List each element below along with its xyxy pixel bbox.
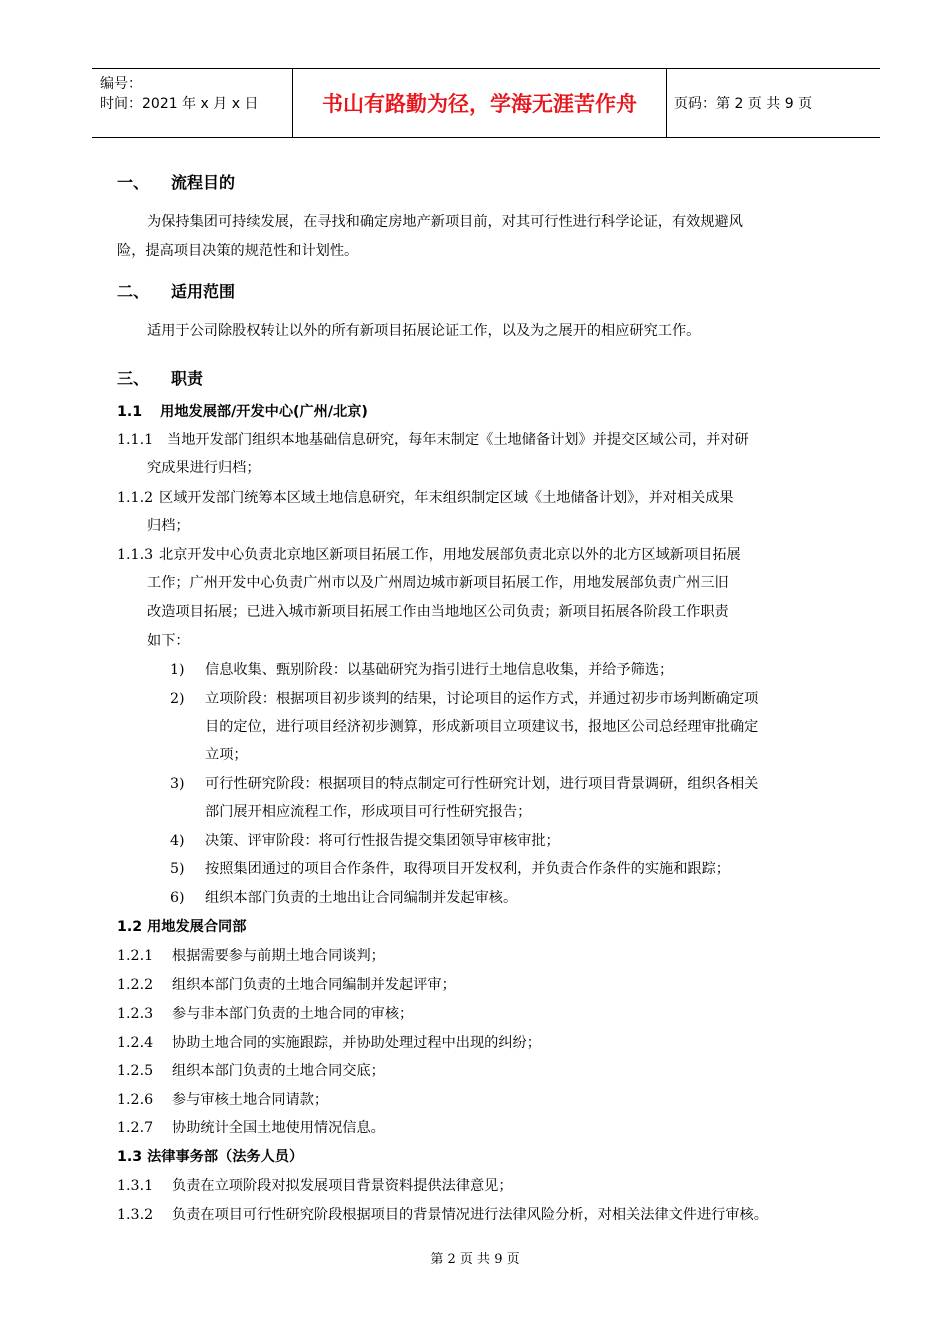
list-item	[170, 659, 673, 679]
item-number: 1)	[170, 662, 185, 678]
item-number: 6)	[170, 890, 185, 906]
item-text: 参与非本部门负责的土地合同的审核；	[172, 1006, 414, 1022]
list-item	[117, 974, 456, 994]
list-item	[170, 773, 758, 793]
paragraph-line: 立项；	[205, 747, 248, 763]
item-number: 1.2.2	[117, 977, 154, 993]
subsection-heading: 1.3 法律事务部（法务人员）	[117, 1149, 304, 1165]
list-item	[117, 1060, 385, 1080]
list-item	[117, 1089, 328, 1109]
item-number: 1.1.1	[117, 432, 154, 448]
section-heading	[117, 279, 235, 302]
list-item	[117, 544, 741, 564]
section-number: 三、	[117, 369, 150, 388]
item-number: 1.3.1	[117, 1178, 154, 1194]
list-item	[117, 487, 734, 507]
paragraph-line: 适用于公司除股权转让以外的所有新项目拓展论证工作，以及为之展开的相应研究工作。	[147, 323, 701, 339]
list-item	[170, 830, 560, 850]
header-meta	[100, 74, 258, 114]
item-number: 1.1.2	[117, 490, 154, 506]
header-page-label: 页码：第 2 页 共 9 页	[674, 96, 813, 112]
item-number: 1.1.3	[117, 547, 154, 563]
section-title: 适用范围	[171, 282, 236, 301]
list-item	[117, 1175, 513, 1195]
item-text: 北京开发中心负责北京地区新项目拓展工作，用地发展部负责北京以外的北方区域新项目拓展	[159, 547, 741, 563]
paragraph-line: 如下：	[147, 633, 190, 649]
section-heading	[117, 366, 203, 389]
header-divider	[666, 69, 667, 137]
subsection-heading	[117, 401, 368, 421]
section-number: 二、	[117, 282, 150, 301]
subsection-title: 用地发展部/开发中心(广州/北京)	[160, 404, 368, 420]
subsection-heading: 1.2 用地发展合同部	[117, 919, 247, 935]
page-header	[92, 68, 880, 138]
item-text: 负责在立项阶段对拟发展项目背景资料提供法律意见；	[172, 1178, 513, 1194]
item-number: 1.2.7	[117, 1120, 154, 1136]
section-heading	[117, 170, 235, 193]
section-title: 流程目的	[171, 173, 236, 192]
paragraph-line: 部门展开相应流程工作，形成项目可行性研究报告；	[205, 804, 532, 820]
item-text: 组织本部门负责的土地合同交底；	[172, 1063, 385, 1079]
paragraph-line: 归档；	[147, 518, 190, 534]
item-text: 区域开发部门统筹本区域土地信息研究，年末组织制定区域《土地储备计划》，并对相关成果	[159, 490, 734, 506]
item-text: 按照集团通过的项目合作条件，取得项目开发权利，并负责合作条件的实施和跟踪；	[205, 861, 730, 877]
section-number: 一、	[117, 173, 150, 192]
item-text: 参与审核土地合同请款；	[172, 1092, 329, 1108]
code-label: 编号：	[100, 76, 142, 92]
item-text: 协助土地合同的实施跟踪，并协助处理过程中出现的纠纷；	[172, 1035, 541, 1051]
paragraph-line: 险，提高项目决策的规范性和计划性。	[117, 243, 359, 259]
item-number: 1.2.3	[117, 1006, 154, 1022]
item-number: 1.2.5	[117, 1063, 154, 1079]
list-item	[170, 887, 517, 907]
page-footer: 第 2 页 共 9 页	[430, 1252, 520, 1267]
item-text: 组织本部门负责的土地出让合同编制并发起审核。	[205, 890, 518, 906]
item-text: 信息收集、甄别阶段：以基础研究为指引进行土地信息收集，并给予筛选；	[205, 662, 674, 678]
item-text: 根据需要参与前期土地合同谈判；	[172, 948, 385, 964]
subsection-number: 1.1	[117, 404, 143, 420]
item-number: 1.3.2	[117, 1207, 154, 1223]
list-item	[170, 858, 730, 878]
item-text: 协助统计全国土地使用情况信息。	[172, 1120, 385, 1136]
paragraph-line: 目的定位，进行项目经济初步测算，形成新项目立项建议书，报地区公司总经理审批确定	[205, 719, 759, 735]
list-item	[117, 1117, 385, 1137]
list-item	[170, 688, 758, 708]
item-number: 3)	[170, 776, 185, 792]
paragraph-line: 为保持集团可持续发展，在寻找和确定房地产新项目前，对其可行性进行科学论证，有效规避风	[147, 214, 743, 230]
section-title: 职责	[171, 369, 204, 388]
item-text: 当地开发部门组织本地基础信息研究，每年末制定《土地储备计划》并提交区域公司，并对研	[167, 432, 749, 448]
item-number: 5)	[170, 861, 185, 877]
item-number: 2)	[170, 691, 185, 707]
paragraph-line: 改造项目拓展；已进入城市新项目拓展工作由当地地区公司负责；新项目拓展各阶段工作职责	[147, 604, 729, 620]
list-item	[117, 429, 749, 449]
list-item	[117, 945, 385, 965]
list-item	[117, 1032, 541, 1052]
item-number: 1.2.1	[117, 948, 154, 964]
time-label: 时间：2021 年 x 月 x 日	[100, 96, 259, 112]
header-motto: 书山有路勤为径，学海无涯苦作舟	[322, 92, 637, 116]
item-number: 4)	[170, 833, 185, 849]
item-text: 决策、评审阶段：将可行性报告提交集团领导审核审批；	[205, 833, 560, 849]
item-text: 立项阶段：根据项目初步谈判的结果，讨论项目的运作方式，并通过初步市场判断确定项	[205, 691, 759, 707]
item-number: 1.2.4	[117, 1035, 154, 1051]
paragraph-line: 究成果进行归档；	[147, 460, 261, 476]
item-text: 负责在项目可行性研究阶段根据项目的背景情况进行法律风险分析，对相关法律文件进行审核。	[172, 1207, 768, 1223]
item-text: 组织本部门负责的土地合同编制并发起评审；	[172, 977, 456, 993]
item-text: 可行性研究阶段：根据项目的特点制定可行性研究计划，进行项目背景调研，组织各相关	[205, 776, 759, 792]
list-item	[117, 1003, 413, 1023]
list-item	[117, 1204, 768, 1224]
item-number: 1.2.6	[117, 1092, 154, 1108]
paragraph-line: 工作；广州开发中心负责广州市以及广州周边城市新项目拓展工作，用地发展部负责广州三旧	[147, 575, 729, 591]
